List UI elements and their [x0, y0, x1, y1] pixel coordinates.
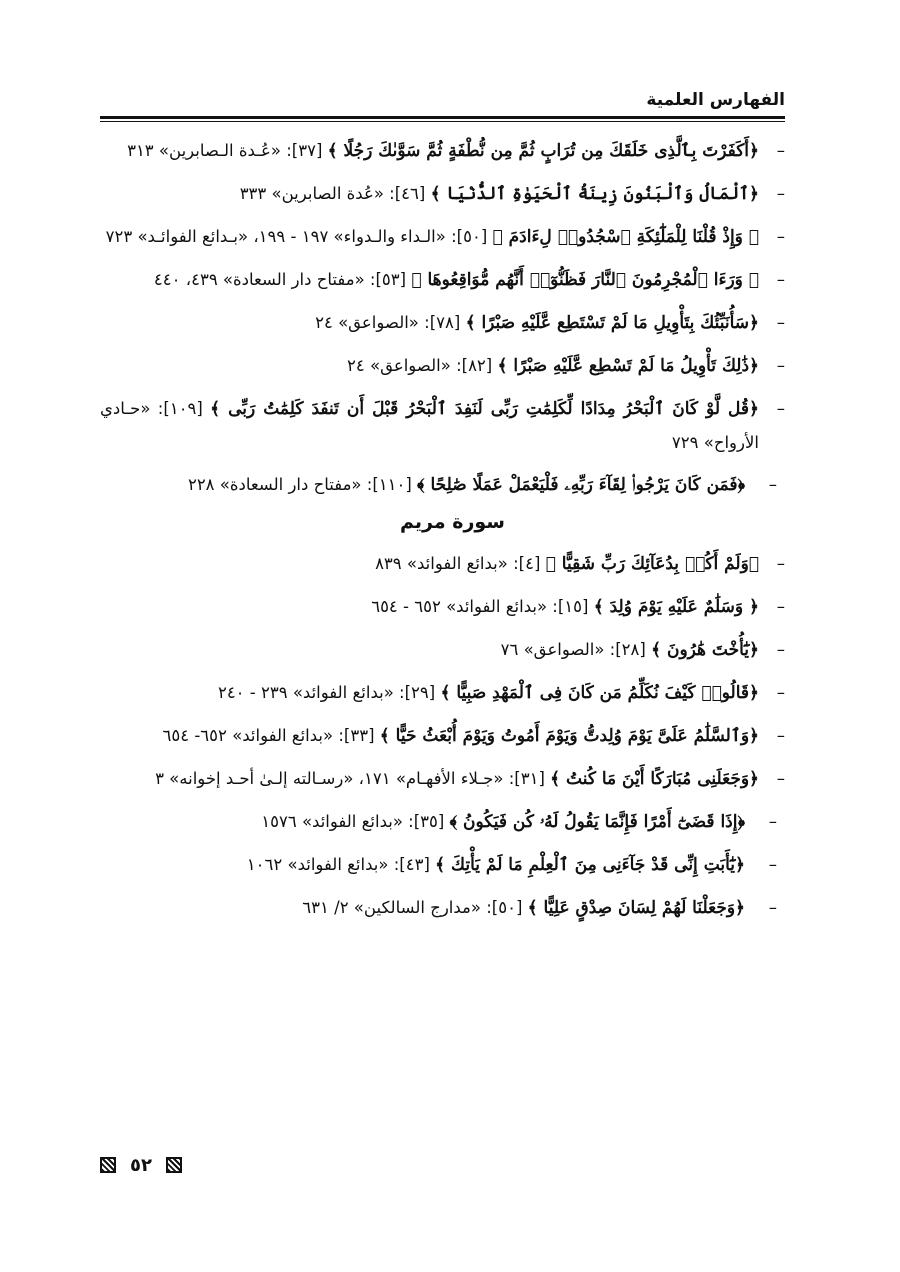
verse-text: ﴿ وَرَءَا ٱلْمُجْرِمُونَ ٱلنَّارَ فَظَنُّوٓا۟ أَنَّهُم مُّوَاقِعُوهَا ﴾ — [411, 270, 759, 290]
entry-dash: – — [776, 184, 785, 203]
verse-reference: [٣٣]: «بدائع الفوائد» ٦٥٢- ٦٥٤ — [162, 726, 380, 745]
entry-dash: – — [768, 812, 777, 831]
index-entry — [100, 848, 785, 882]
verse-reference: [٥٣]: «مفتاح دار السعادة» ٤٣٩، ٤٤٠ — [153, 270, 412, 289]
verse-text: ﴿وَٱلسَّلَٰمُ عَلَىَّ يَوْمَ وُلِدتُّ وَيَوْمَ أَمُوتُ وَيَوْمَ أُبْعَثُ حَيًّا ﴾ — [379, 726, 759, 746]
index-entry — [100, 220, 785, 254]
verse-text: ﴿وَجَعَلْنَا لَهُمْ لِسَانَ صِدْقٍ عَلِيًّا ﴾ — [527, 898, 745, 918]
verse-text: ﴿يَٰٓأُخْتَ هَٰرُونَ ﴾ — [651, 640, 759, 660]
book-page — [100, 70, 785, 1220]
index-entry — [100, 719, 785, 753]
index-entry — [100, 633, 785, 667]
verse-reference: [٥٠]: «الـداء والـدواء» ١٩٧ - ١٩٩، «بـدائع الفوائـد» ٧٢٣ — [105, 227, 493, 246]
verse-reference: [١٥]: «بدائع الفوائد» ٦٥٢ - ٦٥٤ — [371, 597, 594, 616]
index-entries — [100, 134, 785, 934]
verse-text: ﴿قَالُوا۟ كَيْفَ نُكَلِّمُ مَن كَانَ فِى ٱلْمَهْدِ صَبِيًّا ﴾ — [440, 683, 759, 703]
entry-dash: – — [776, 356, 785, 375]
verse-text: ﴿أَكَفَرْتَ بِٱلَّذِى خَلَقَكَ مِن تُرَابٍ ثُمَّ مِن نُّطْفَةٍ ثُمَّ سَوَّىٰكَ رَجُلًا ﴾ — [327, 141, 759, 161]
verse-text: ﴿ وَإِذْ قُلْنَا لِلْمَلَٰٓئِكَةِ ٱسْجُدُوا۟ لِءَادَمَ ﴾ — [492, 227, 759, 247]
entry-dash: – — [776, 640, 785, 659]
verse-reference: [٢٩]: «بدائع الفوائد» ٢٣٩ - ٢٤٠ — [217, 683, 441, 702]
index-entry — [100, 676, 785, 710]
page-footer — [100, 1152, 182, 1178]
entry-dash: – — [776, 769, 785, 788]
index-entry — [100, 349, 785, 383]
verse-text: ﴿وَلَمْ أَكُنۢ بِدُعَآئِكَ رَبِّ شَقِيًّا ﴾ — [545, 554, 759, 574]
index-entry — [100, 762, 785, 796]
verse-reference: [٧٨]: «الصواعق» ٢٤ — [315, 313, 466, 332]
index-entry — [100, 263, 785, 297]
entries-group-maryam — [100, 547, 785, 925]
verse-reference: [١٠٩]: «حـادي الأرواح» ٧٢٩ — [100, 399, 759, 452]
entry-dash: – — [768, 475, 777, 494]
index-entry — [100, 891, 785, 925]
entry-dash: – — [776, 399, 785, 418]
verse-reference: [٣١]: «جـلاء الأفهـام» ١٧١، «رسـالته إلـىٰ أحـد إخوانه» ٣ — [155, 769, 551, 788]
header-rule-thin — [100, 121, 785, 122]
index-entry — [100, 805, 785, 839]
running-title: الفهارس العلمية — [646, 90, 785, 110]
sura-title: سورة مريم — [400, 511, 505, 533]
entry-dash: – — [776, 726, 785, 745]
verse-text: ﴿إِذَا قَضَىٰٓ أَمْرًا فَإِنَّمَا يَقُولُ لَهُۥ كُن فَيَكُونُ ﴾ — [449, 812, 745, 832]
index-entry — [100, 177, 785, 211]
verse-text: ﴿فَمَن كَانَ يَرْجُوا۟ لِقَآءَ رَبِّهِۦ فَلْيَعْمَلْ عَمَلًا صَٰلِحًا ﴾ — [417, 475, 745, 495]
entries-group-kahf — [100, 134, 785, 502]
verse-reference: [٤٦]: «عُدة الصابرين» ٣٣٣ — [239, 184, 431, 203]
index-entry — [100, 306, 785, 340]
entry-dash: – — [776, 227, 785, 246]
index-entry — [100, 134, 785, 168]
index-entry — [100, 392, 785, 459]
entry-dash: – — [768, 898, 777, 917]
entry-dash: – — [776, 270, 785, 289]
entry-dash: – — [776, 554, 785, 573]
header-rule — [100, 116, 785, 119]
ornament-icon — [100, 1157, 116, 1173]
verse-text: ﴿يَٰٓأَبَتِ إِنِّى قَدْ جَآءَنِى مِنَ ٱلْعِلْمِ مَا لَمْ يَأْتِكَ ﴾ — [435, 855, 745, 875]
verse-text: ﴿ٱلْمَالُ وَٱلْبَنُونَ زِينَةُ ٱلْحَيَوٰةِ ٱلدُّنْيَا ﴾ — [430, 184, 759, 204]
verse-reference: [٤٣]: «بدائع الفوائد» ١٠٦٢ — [246, 855, 436, 874]
entry-dash: – — [776, 683, 785, 702]
page-number: ٥٢ — [130, 1154, 152, 1176]
verse-reference: [٣٧]: «عُـدة الـصابرين» ٣١٣ — [127, 141, 328, 160]
verse-reference: [٣٥]: «بدائع الفوائد» ١٥٧٦ — [261, 812, 450, 831]
entry-dash: – — [776, 313, 785, 332]
verse-reference: [٥٠]: «مدارج السالكين» ٢/ ٦٣١ — [302, 898, 528, 917]
verse-reference: [٤]: «بدائع الفوائد» ٨٣٩ — [375, 554, 546, 573]
index-entry — [100, 547, 785, 581]
verse-text: ﴿ وَسَلَٰمٌ عَلَيْهِ يَوْمَ وُلِدَ ﴾ — [593, 597, 759, 617]
verse-reference: [٢٨]: «الصواعق» ٧٦ — [500, 640, 652, 659]
index-entry — [100, 468, 785, 502]
verse-text: ﴿وَجَعَلَنِى مُبَارَكًا أَيْنَ مَا كُنتُ ﴾ — [550, 769, 759, 789]
entry-dash: – — [776, 597, 785, 616]
verse-text: ﴿قُل لَّوْ كَانَ ٱلْبَحْرُ مِدَادًا لِّكَلِمَٰتِ رَبِّى لَنَفِدَ ٱلْبَحْرُ قَبْلَ أَن تَنفَدَ كَلِمَٰتُ رَبِّى ﴾ — [210, 399, 759, 419]
ornament-icon — [166, 1157, 182, 1173]
entry-dash: – — [768, 855, 777, 874]
verse-text: ﴿ذَٰلِكَ تَأْوِيلُ مَا لَمْ تَسْطِع عَّلَيْهِ صَبْرًا ﴾ — [497, 356, 759, 376]
verse-reference: [٨٢]: «الصواعق» ٢٤ — [347, 356, 498, 375]
entry-dash: – — [776, 141, 785, 160]
index-entry — [100, 590, 785, 624]
verse-reference: [١١٠]: «مفتاح دار السعادة» ٢٢٨ — [187, 475, 418, 494]
verse-text: ﴿سَأُنَبِّئُكَ بِتَأْوِيلِ مَا لَمْ تَسْتَطِع عَّلَيْهِ صَبْرًا ﴾ — [465, 313, 759, 333]
